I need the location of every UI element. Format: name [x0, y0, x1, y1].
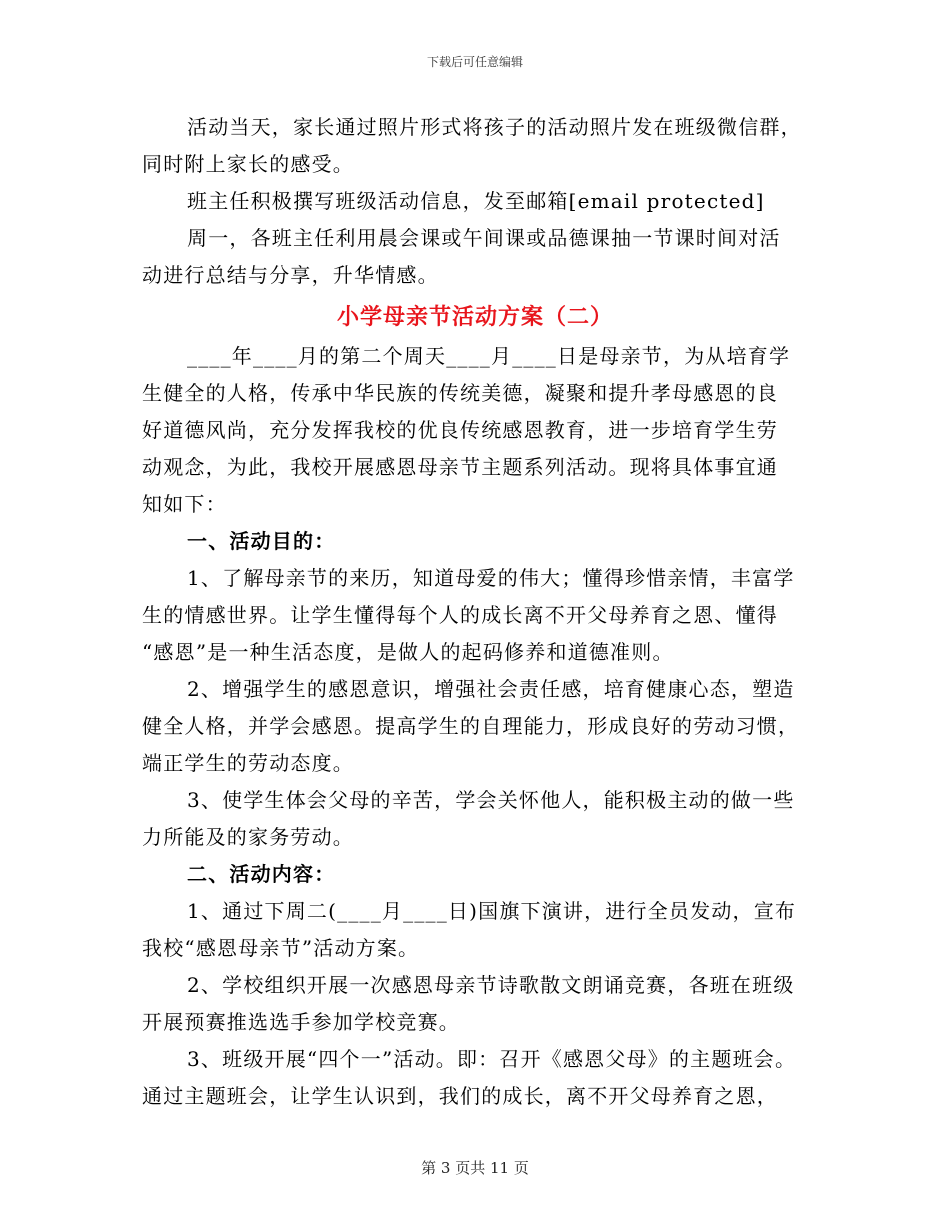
paragraph-line: 开展预赛推选选手参加学校竞赛。 — [142, 1010, 460, 1034]
page-number: 第 3 页共 11 页 — [421, 1159, 529, 1177]
paragraph-line: 活动当天，家长通过照片形式将孩子的活动照片发在班级微信群， — [187, 115, 802, 139]
paragraph-line: 健全人格，并学会感恩。提高学生的自理能力，形成良好的劳动习惯， — [142, 714, 800, 738]
paragraph-line: 2、学校组织开展一次感恩母亲节诗歌散文朗诵竞赛，各班在班级 — [187, 973, 795, 997]
document-title: 小学母亲节活动方案（二） — [336, 304, 613, 330]
paragraph-line: 端正学生的劳动态度。 — [142, 751, 354, 775]
paragraph-line: ____年____月的第二个周天____月____日是母亲节，为从培育学 — [187, 344, 791, 368]
paragraph-line: 好道德风尚，充分发挥我校的优良传统感恩教育，进一步培育学生劳 — [142, 418, 778, 442]
header-note: 下载后可任意编辑 — [426, 55, 523, 69]
paragraph-line: 1、通过下周二(____月____日)国旗下演讲，进行全员发动，宣布 — [187, 899, 797, 923]
paragraph-line: 力所能及的家务劳动。 — [142, 825, 354, 849]
paragraph-line: 动观念，为此，我校开展感恩母亲节主题系列活动。现将具体事宜通 — [142, 455, 778, 479]
paragraph-line: 同时附上家长的感受。 — [142, 152, 354, 176]
paragraph-line: 班主任积极撰写班级活动信息，发至邮箱[email protected] — [187, 189, 765, 213]
paragraph-line: 生健全的人格，传承中华民族的传统美德，凝聚和提升孝母感恩的良 — [142, 381, 778, 405]
paragraph-line: 生的情感世界。让学生懂得每个人的成长离不开父母养育之恩、懂得 — [142, 603, 778, 627]
paragraph-line: 通过主题班会，让学生认识到，我们的成长，离不开父母养育之恩， — [142, 1084, 778, 1108]
paragraph-line: 2、增强学生的感恩意识，增强社会责任感，培育健康心态，塑造 — [187, 677, 795, 701]
paragraph-line: 动进行总结与分享，升华情感。 — [142, 263, 439, 287]
section-heading: 一、活动目的： — [187, 529, 336, 553]
paragraph-line: 周一，各班主任利用晨会课或午间课或品德课抽一节课时间对活 — [187, 226, 781, 250]
paragraph-line: “感恩”是一种生活态度，是做人的起码修养和道德准则。 — [142, 640, 674, 664]
section-heading: 二、活动内容： — [187, 862, 336, 886]
paragraph-line: 我校“感恩母亲节”活动方案。 — [142, 936, 420, 960]
paragraph-line: 1、了解母亲节的来历，知道母爱的伟大；懂得珍惜亲情，丰富学 — [187, 566, 795, 590]
paragraph-line: 3、使学生体会父母的辛苦，学会关怀他人，能积极主动的做一些 — [187, 788, 795, 812]
paragraph-line: 知如下： — [142, 492, 227, 516]
paragraph-line: 3、班级开展“四个一”活动。即：召开《感恩父母》的主题班会。 — [187, 1047, 797, 1071]
